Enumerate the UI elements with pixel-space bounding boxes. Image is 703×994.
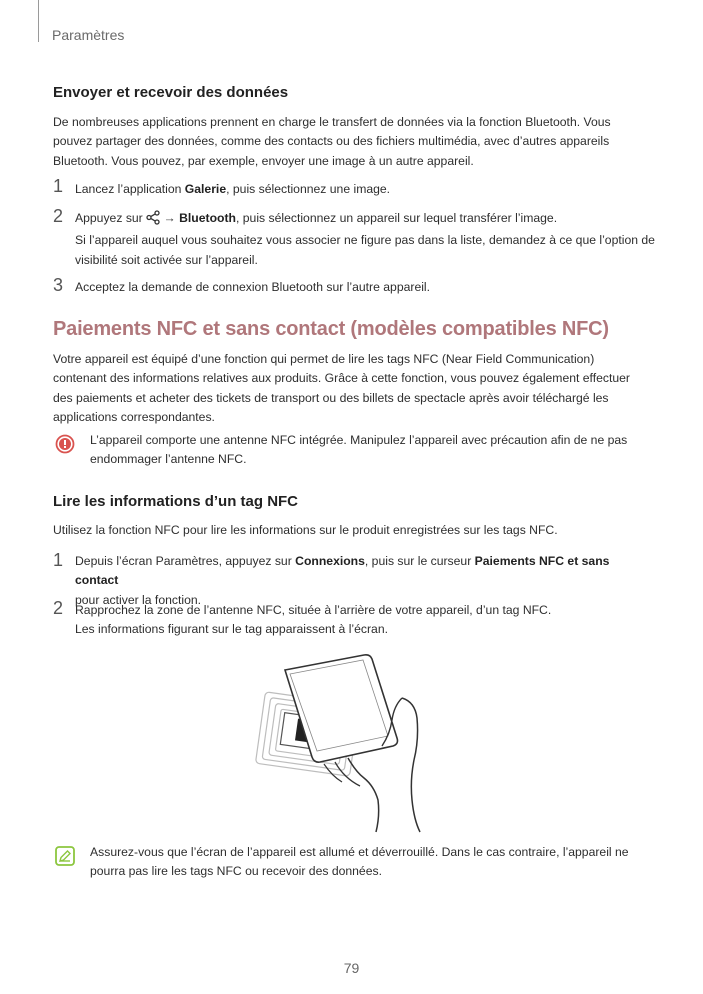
caution-text: L’appareil comporte une antenne NFC intégrée. Manipulez l’appareil avec précaution afin de ne pas endommager l’antenne NFC. — [90, 433, 628, 467]
caution-icon — [55, 434, 75, 454]
step-number: 3 — [53, 275, 64, 295]
nfc-illustration — [252, 650, 452, 835]
chapter-intro-nfc: Votre appareil est équipé d’une fonction qui permet de lire les tags NFC (Near Field Communication) contenant des informations relatives aux produits. Grâce à cette fonction, vous pouvez également effectuer des paiements et acheter des tickets de transport ou des billets de spectacle après avoir téléchargé les applications correspondantes. — [53, 352, 630, 424]
section-heading-send-receive: Envoyer et recevoir des données — [53, 84, 289, 101]
share-icon — [146, 210, 160, 231]
note-text: Assurez-vous que l’écran de l’appareil est allumé et déverrouillé. Dans le cas contraire, l’appareil ne pourra pas lire les tags NFC ou recevoir des données. — [90, 845, 629, 879]
step-text: Acceptez la demande de connexion Bluetooth sur l’autre appareil. — [75, 280, 431, 294]
step-number: 1 — [53, 176, 64, 196]
step-text: Depuis l’écran Paramètres, appuyez sur Connexions, puis sur le curseur Paiements NFC et sans contact pour activer la fonction. — [75, 554, 610, 607]
running-header: Paramètres — [52, 27, 125, 43]
step-subtext: Les informations figurant sur le tag apparaissent à l’écran. — [75, 622, 388, 637]
step-number: 2 — [53, 598, 64, 618]
chapter-heading-nfc: Paiements NFC et sans contact (modèles compatibles NFC) — [53, 318, 609, 340]
section-intro-read-nfc: Utilisez la fonction NFC pour lire les informations sur le produit enregistrées sur les tags NFC. — [53, 523, 558, 537]
step-text: Lancez l’application Galerie, puis sélectionnez une image. — [75, 182, 391, 196]
section-heading-read-nfc: Lire les informations d’un tag NFC — [53, 493, 299, 510]
header-rule — [38, 0, 39, 42]
step-subtext: Si l’appareil auquel vous souhaitez vous associer ne figure pas dans la liste, demandez à ce que l’option de visibilité soit activée sur l’appareil. — [75, 233, 655, 267]
step-number: 1 — [53, 550, 64, 570]
step-text: Appuyez sur → Bluetooth, puis sélectionnez un appareil sur lequel transférer l’image. Si l’appareil auquel vous souhaitez vous associer ne figure pas dans la liste, demandez à ce que l’option de visibilité soit activée sur l’appareil. — [75, 209, 665, 270]
section-intro-send-receive: De nombreuses applications prennent en charge le transfert de données via la fonction Bluetooth. Vous pouvez partager des données, comme des contacts ou des fichiers multimédia, avec d’autres appareils Bluetooth. Vous pouvez, par exemple, envoyer une image à un autre appareil. — [53, 115, 611, 168]
step-number: 2 — [53, 206, 64, 226]
page-number: 79 — [343, 960, 360, 976]
note-pencil-icon — [55, 846, 75, 866]
step-text: Rapprochez la zone de l’antenne NFC, située à l’arrière de votre appareil, d’un tag NFC. Les informations figurant sur le tag apparaissent à l’écran. — [75, 601, 655, 640]
